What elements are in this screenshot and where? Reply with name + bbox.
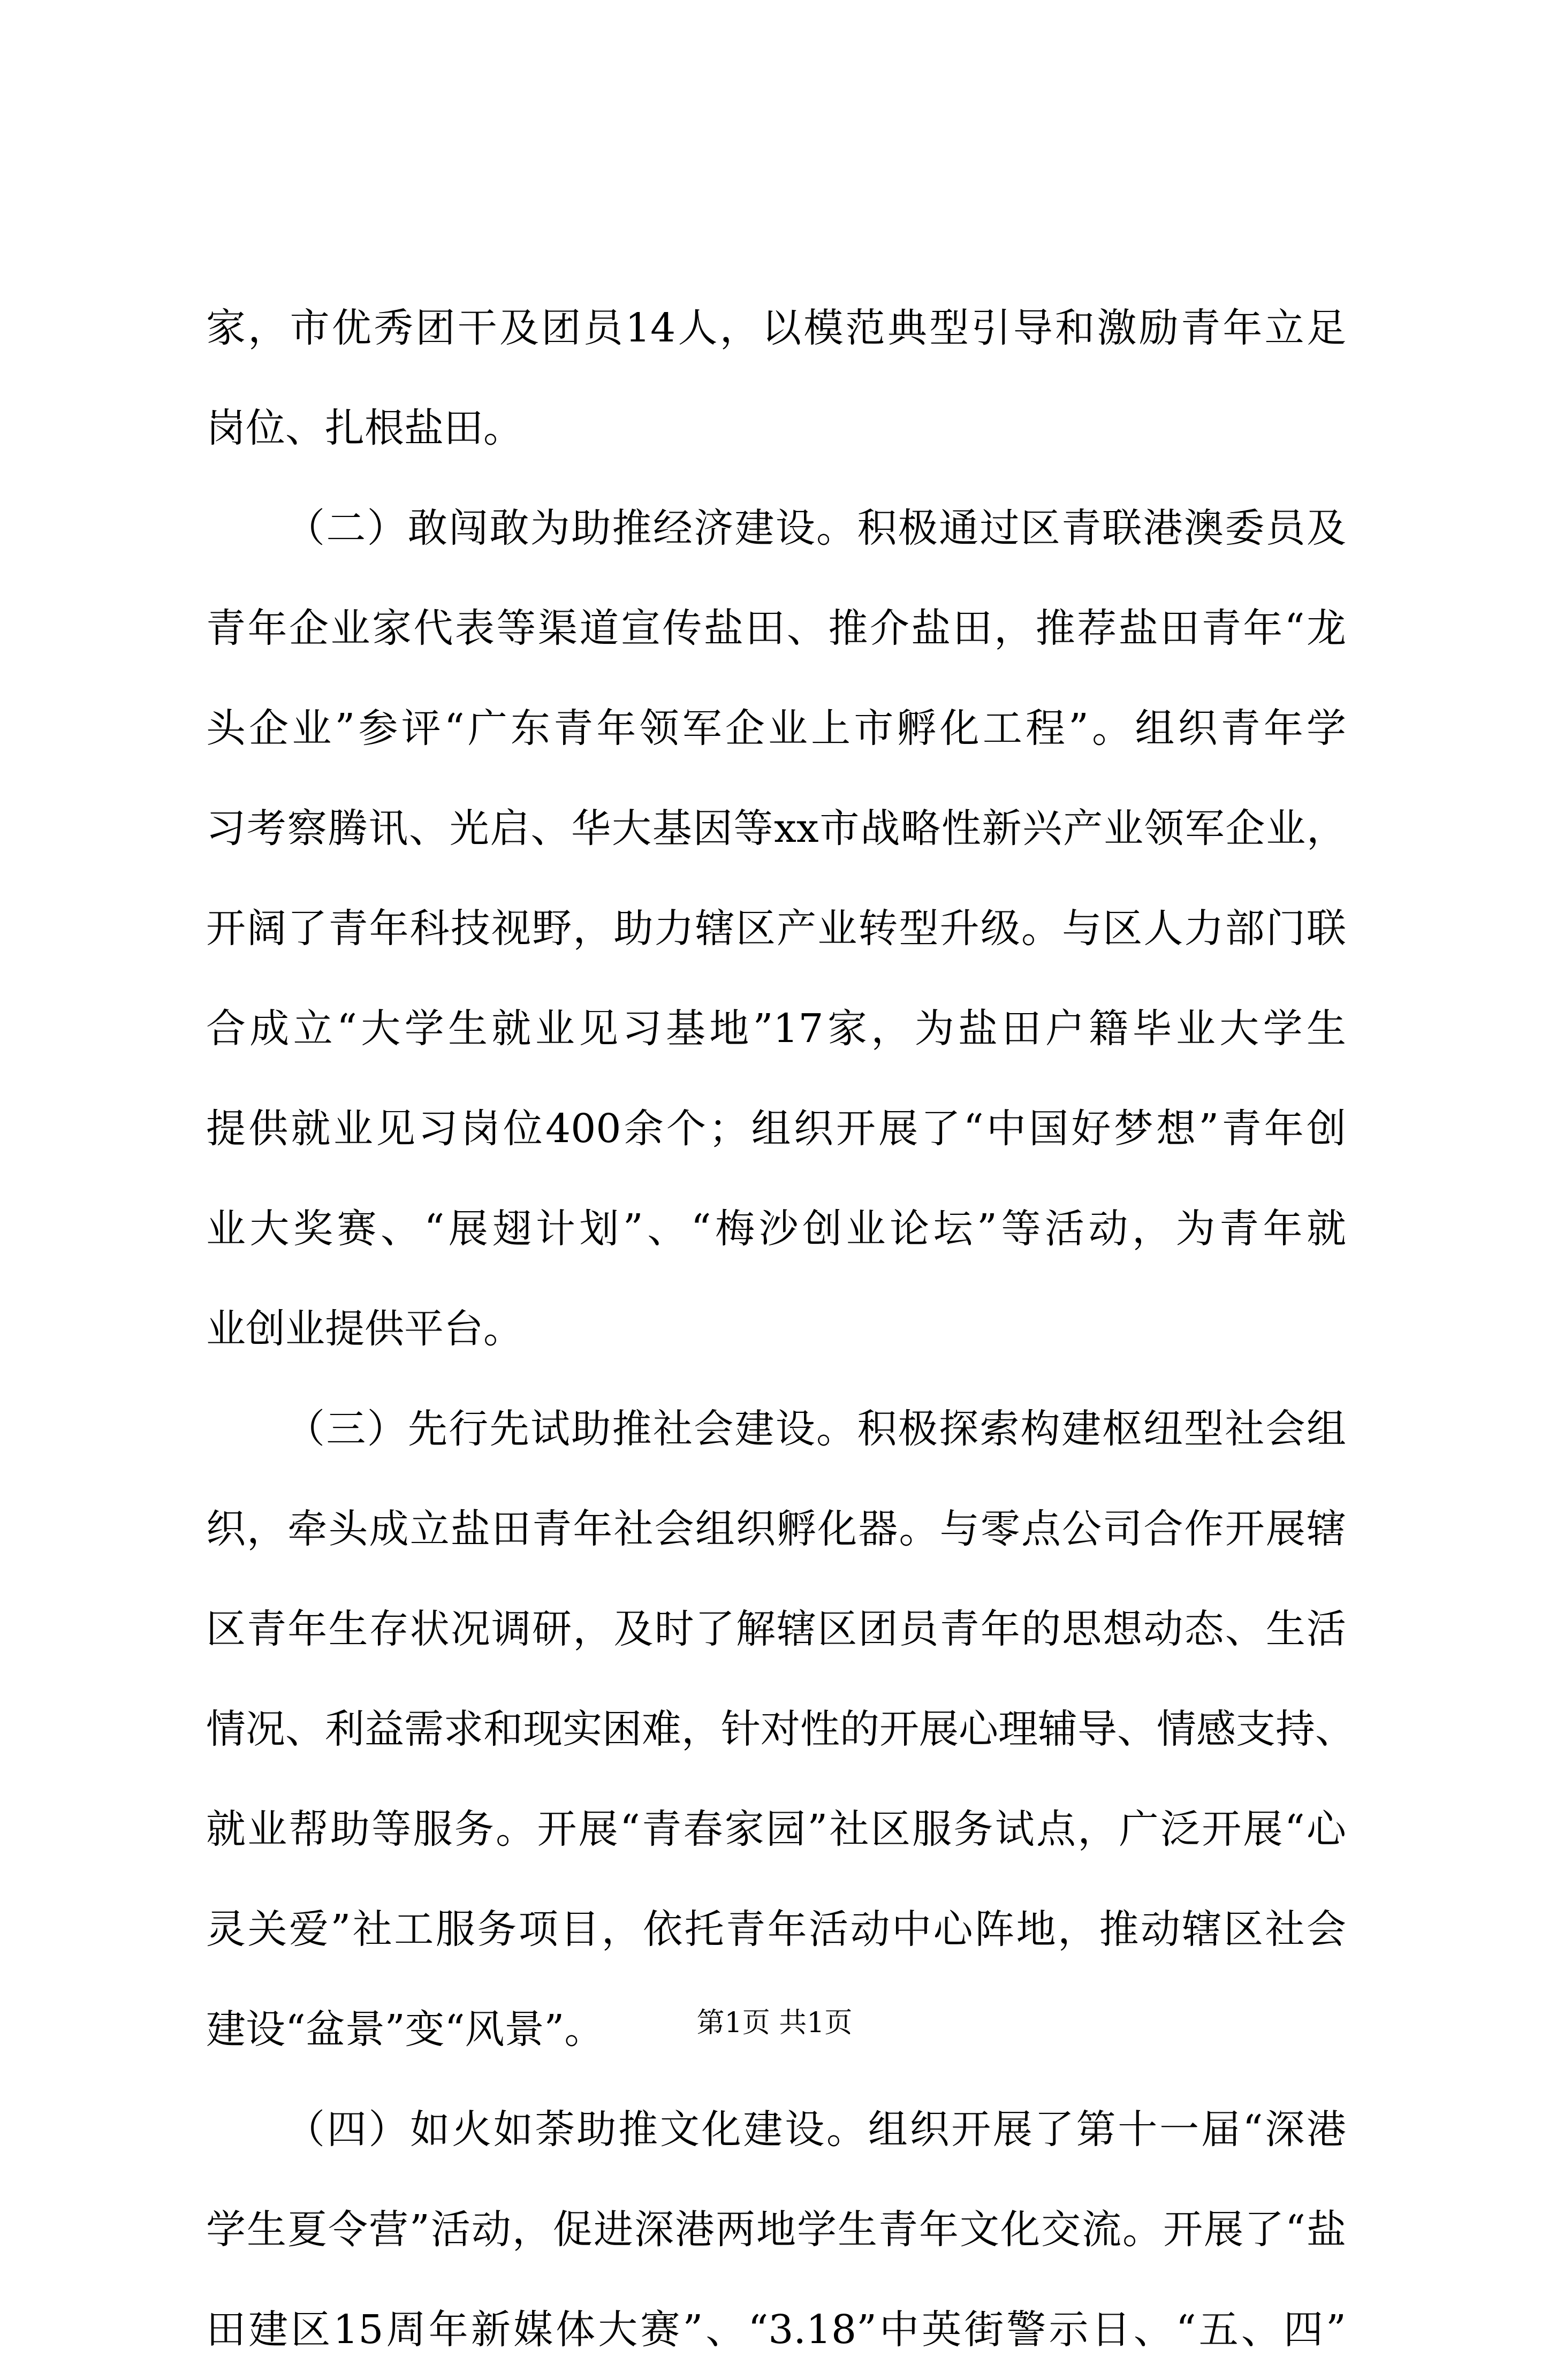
text-line: 业创业提供平台。 (206, 1306, 523, 1352)
document-body (206, 278, 1355, 2380)
text-line: 青年企业家代表等渠道宣传盐田、推介盐田，推荐盐田青年“龙 (206, 605, 1346, 651)
text-line: 习考察腾讯、光启、华大基因等xx市战略性新兴产业领军企业， (206, 805, 1346, 851)
text-line: 田建区15周年新媒体大赛”、“3.18”中英街警示日、“五、四” (206, 2307, 1346, 2353)
page-number: 第1页 共1页 (696, 2007, 853, 2039)
text-line: 业大奖赛、“展翅计划”、“梅沙创业论坛”等活动，为青年就 (206, 1206, 1346, 1252)
text-line: 学生夏令营”活动，促进深港两地学生青年文化交流。开展了“盐 (206, 2207, 1346, 2253)
text-line: 家，市优秀团干及团员14人，以模范典型引导和激励青年立足 (206, 305, 1346, 351)
text-line: 就业帮助等服务。开展“青春家园”社区服务试点，广泛开展“心 (206, 1806, 1346, 1852)
text-line: 岗位、扎根盐田。 (206, 405, 523, 451)
text-line: 织，牵头成立盐田青年社会组织孵化器。与零点公司合作开展辖 (206, 1506, 1346, 1552)
text-line: 合成立“大学生就业见习基地”17家，为盐田户籍毕业大学生 (206, 1006, 1346, 1052)
paragraph-start-line: （二）敢闯敢为助推经济建设。积极通过区青联港澳委员及 (285, 505, 1346, 551)
text-line: 建设“盆景”变“风景”。 (206, 2006, 604, 2052)
text-line: 提供就业见习岗位400余个；组织开展了“中国好梦想”青年创 (206, 1106, 1346, 1152)
page-footer (0, 2002, 1549, 2044)
text-line: 开阔了青年科技视野，助力辖区产业转型升级。与区人力部门联 (206, 906, 1346, 952)
text-line: 头企业”参评“广东青年领军企业上市孵化工程”。组织青年学 (206, 705, 1346, 751)
paragraph-start-line: （四）如火如荼助推文化建设。组织开展了第十一届“深港 (285, 2107, 1346, 2153)
text-line: 情况、利益需求和现实困难，针对性的开展心理辅导、情感支持、 (206, 1706, 1355, 1752)
text-line: 灵关爱”社工服务项目，依托青年活动中心阵地，推动辖区社会 (206, 1906, 1346, 1952)
paragraph-start-line: （三）先行先试助推社会建设。积极探索构建枢纽型社会组 (285, 1406, 1346, 1452)
text-line: 区青年生存状况调研，及时了解辖区团员青年的思想动态、生活 (206, 1606, 1346, 1652)
